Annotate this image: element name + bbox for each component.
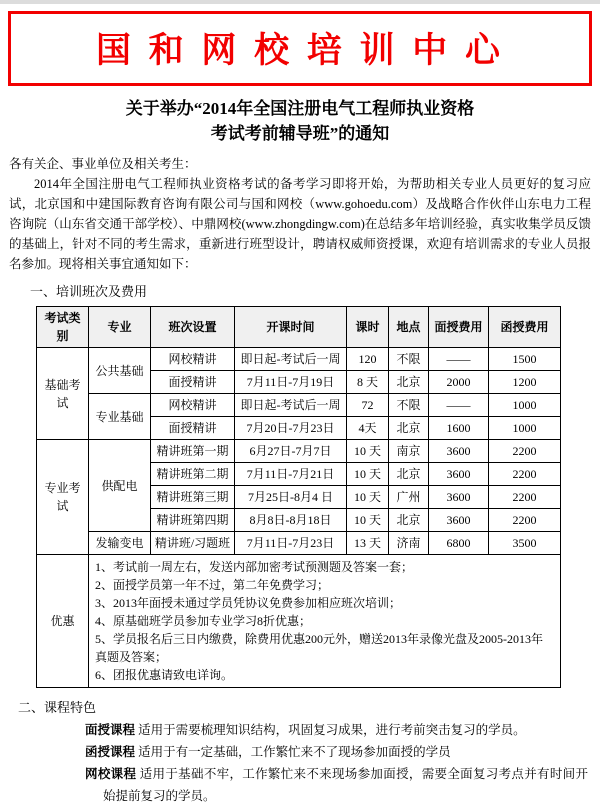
header-onsite-fee: 面授费用 — [429, 307, 489, 348]
discount-item: 5、学员报名后三日内缴费，除费用优惠200元外，赠送2013年录像光盘及2005-2013年真题及答案； — [95, 632, 543, 665]
table-cell: 72 — [347, 394, 389, 417]
table-cell: 南京 — [389, 440, 429, 463]
table-cell: 3600 — [429, 463, 489, 486]
table-cell: 8 天 — [347, 371, 389, 394]
table-cell: 2000 — [429, 371, 489, 394]
table-cell: 即日起-考试后一周 — [235, 394, 347, 417]
discount-item: 2、面授学员第一年不过，第二年免费学习； — [95, 578, 330, 593]
masthead-banner — [8, 11, 592, 86]
page-top-strip — [0, 0, 600, 4]
table-cell: 精讲班第二期 — [151, 463, 235, 486]
table-cell: 面授精讲 — [151, 417, 235, 440]
table-cell: 北京 — [389, 371, 429, 394]
table-cell: 3500 — [489, 532, 561, 555]
table-cell: 北京 — [389, 417, 429, 440]
table-cell: 不限 — [389, 394, 429, 417]
cell-discount-label: 优惠 — [37, 555, 89, 688]
table-cell: 2200 — [489, 509, 561, 532]
salutation: 各有关企、事业单位及相关考生： — [9, 157, 197, 172]
notice-title-line2: 考试考前辅导班”的通知 — [210, 123, 390, 143]
course-feature-correspondence — [85, 742, 588, 764]
table-cell: 7月11日-7月23日 — [235, 532, 347, 555]
header-exam-category: 考试类别 — [37, 307, 89, 348]
discount-item: 6、团报优惠请致电详询。 — [95, 668, 234, 683]
intro-section — [9, 154, 591, 274]
header-location: 地点 — [389, 307, 429, 348]
table-cell: 7月11日-7月21日 — [235, 463, 347, 486]
header-class-setup: 班次设置 — [151, 307, 235, 348]
table-cell: 3600 — [429, 486, 489, 509]
table-cell: 即日起-考试后一周 — [235, 348, 347, 371]
course-feature-online — [85, 764, 588, 808]
table-row — [37, 394, 561, 417]
intro-paragraph: 2014年全国注册电气工程师执业资格考试的备考学习即将开始，为帮助相关专业人员更好的复习应试，北京国和中建国际教育咨询有限公司与国和网校（www.gohoedu.com）及战略合作伙伴山东电力工程咨询院（山东省交通干部学校）、中鼎网校(www.zhongdingw.com)在总结多年培训经验，真实收集学员反馈的基础上，针对不同的考生需求，重新进行班型设计，聘请权威师资授课，欢迎有培训需求的专业人员报名参加。现将相关事宜通知如下： — [9, 177, 591, 272]
table-cell: 7月11日-7月19日 — [235, 371, 347, 394]
table-cell: 4天 — [347, 417, 389, 440]
table-cell: 10 天 — [347, 463, 389, 486]
table-cell: 精讲班第一期 — [151, 440, 235, 463]
table-cell: 1000 — [489, 417, 561, 440]
table-row — [37, 532, 561, 555]
table-cell: 济南 — [389, 532, 429, 555]
table-cell: 10 天 — [347, 440, 389, 463]
table-cell: 1200 — [489, 371, 561, 394]
header-class-hours: 课时 — [347, 307, 389, 348]
table-cell: 10 天 — [347, 509, 389, 532]
course-feature-label: 面授课程 — [85, 723, 136, 738]
notice-document — [0, 11, 600, 808]
course-feature-label: 网校课程 — [85, 767, 137, 782]
discount-item: 3、2013年面授未通过学员凭协议免费参加相应班次培训； — [95, 596, 402, 611]
table-cell: 7月25日-8月4 日 — [235, 486, 347, 509]
section1-heading: 一、培训班次及费用 — [30, 284, 148, 300]
discount-item: 4、原基础班学员参加专业学习8折优惠； — [95, 614, 312, 629]
table-cell: 1500 — [489, 348, 561, 371]
table-row — [37, 440, 561, 463]
table-cell: 精讲班第三期 — [151, 486, 235, 509]
table-cell: 北京 — [389, 463, 429, 486]
cell-major-public-basic: 公共基础 — [89, 348, 151, 394]
table-cell: 10 天 — [347, 486, 389, 509]
course-feature-label: 函授课程 — [85, 745, 136, 760]
table-cell: 不限 — [389, 348, 429, 371]
table-cell: —— — [429, 348, 489, 371]
table-cell: 1000 — [489, 394, 561, 417]
table-cell: 北京 — [389, 509, 429, 532]
cell-major-power-supply: 供配电 — [89, 440, 151, 532]
table-cell: 面授精讲 — [151, 371, 235, 394]
discount-row — [37, 555, 561, 688]
discount-details-cell — [89, 555, 561, 688]
table-cell: 7月20日-7月23日 — [235, 417, 347, 440]
table-cell: 网校精讲 — [151, 348, 235, 371]
table-cell: 6800 — [429, 532, 489, 555]
table-cell: 3600 — [429, 440, 489, 463]
course-feature-onsite — [85, 720, 588, 742]
table-cell: 精讲班/习题班 — [151, 532, 235, 555]
table-cell: 8月8日-8月18日 — [235, 509, 347, 532]
table-cell: 6月27日-7月7日 — [235, 440, 347, 463]
table-cell: 精讲班第四期 — [151, 509, 235, 532]
training-schedule-table — [36, 306, 561, 688]
cell-category-professional: 专业考试 — [37, 440, 89, 555]
cell-category-basic: 基础考试 — [37, 348, 89, 440]
table-cell: 2200 — [489, 486, 561, 509]
course-feature-text: 适用于有一定基础，工作繁忙来不了现场参加面授的学员 — [138, 745, 451, 760]
table-cell: 2200 — [489, 440, 561, 463]
table-cell: 3600 — [429, 509, 489, 532]
header-start-time: 开课时间 — [235, 307, 347, 348]
cell-major-professional-basic: 专业基础 — [89, 394, 151, 440]
header-correspondence-fee: 函授费用 — [489, 307, 561, 348]
table-cell: 13 天 — [347, 532, 389, 555]
table-cell: 1600 — [429, 417, 489, 440]
masthead-title: 国 和 网 校 培 训 中 心 — [95, 31, 505, 70]
course-feature-text: 适用于需要梳理知识结构，巩固复习成果，进行考前突击复习的学员。 — [138, 723, 526, 738]
discount-item: 1、考试前一周左右，发送内部加密考试预测题及答案一套； — [95, 560, 414, 575]
notice-title-line1: 关于举办“2014年全国注册电气工程师执业资格 — [125, 99, 475, 118]
table-cell: 120 — [347, 348, 389, 371]
cell-major-transmission: 发输变电 — [89, 532, 151, 555]
notice-title — [0, 97, 600, 146]
table-cell: 网校精讲 — [151, 394, 235, 417]
header-major: 专业 — [89, 307, 151, 348]
course-feature-text: 适用于基础不牢，工作繁忙来不来现场参加面授，需要全面复习考点并有时间开始提前复习的学员。 — [103, 767, 588, 803]
section2-heading: 二、课程特色 — [18, 700, 97, 716]
table-cell: 广州 — [389, 486, 429, 509]
table-row — [37, 348, 561, 371]
table-cell: 2200 — [489, 463, 561, 486]
table-header-row — [37, 307, 561, 348]
table-cell: —— — [429, 394, 489, 417]
